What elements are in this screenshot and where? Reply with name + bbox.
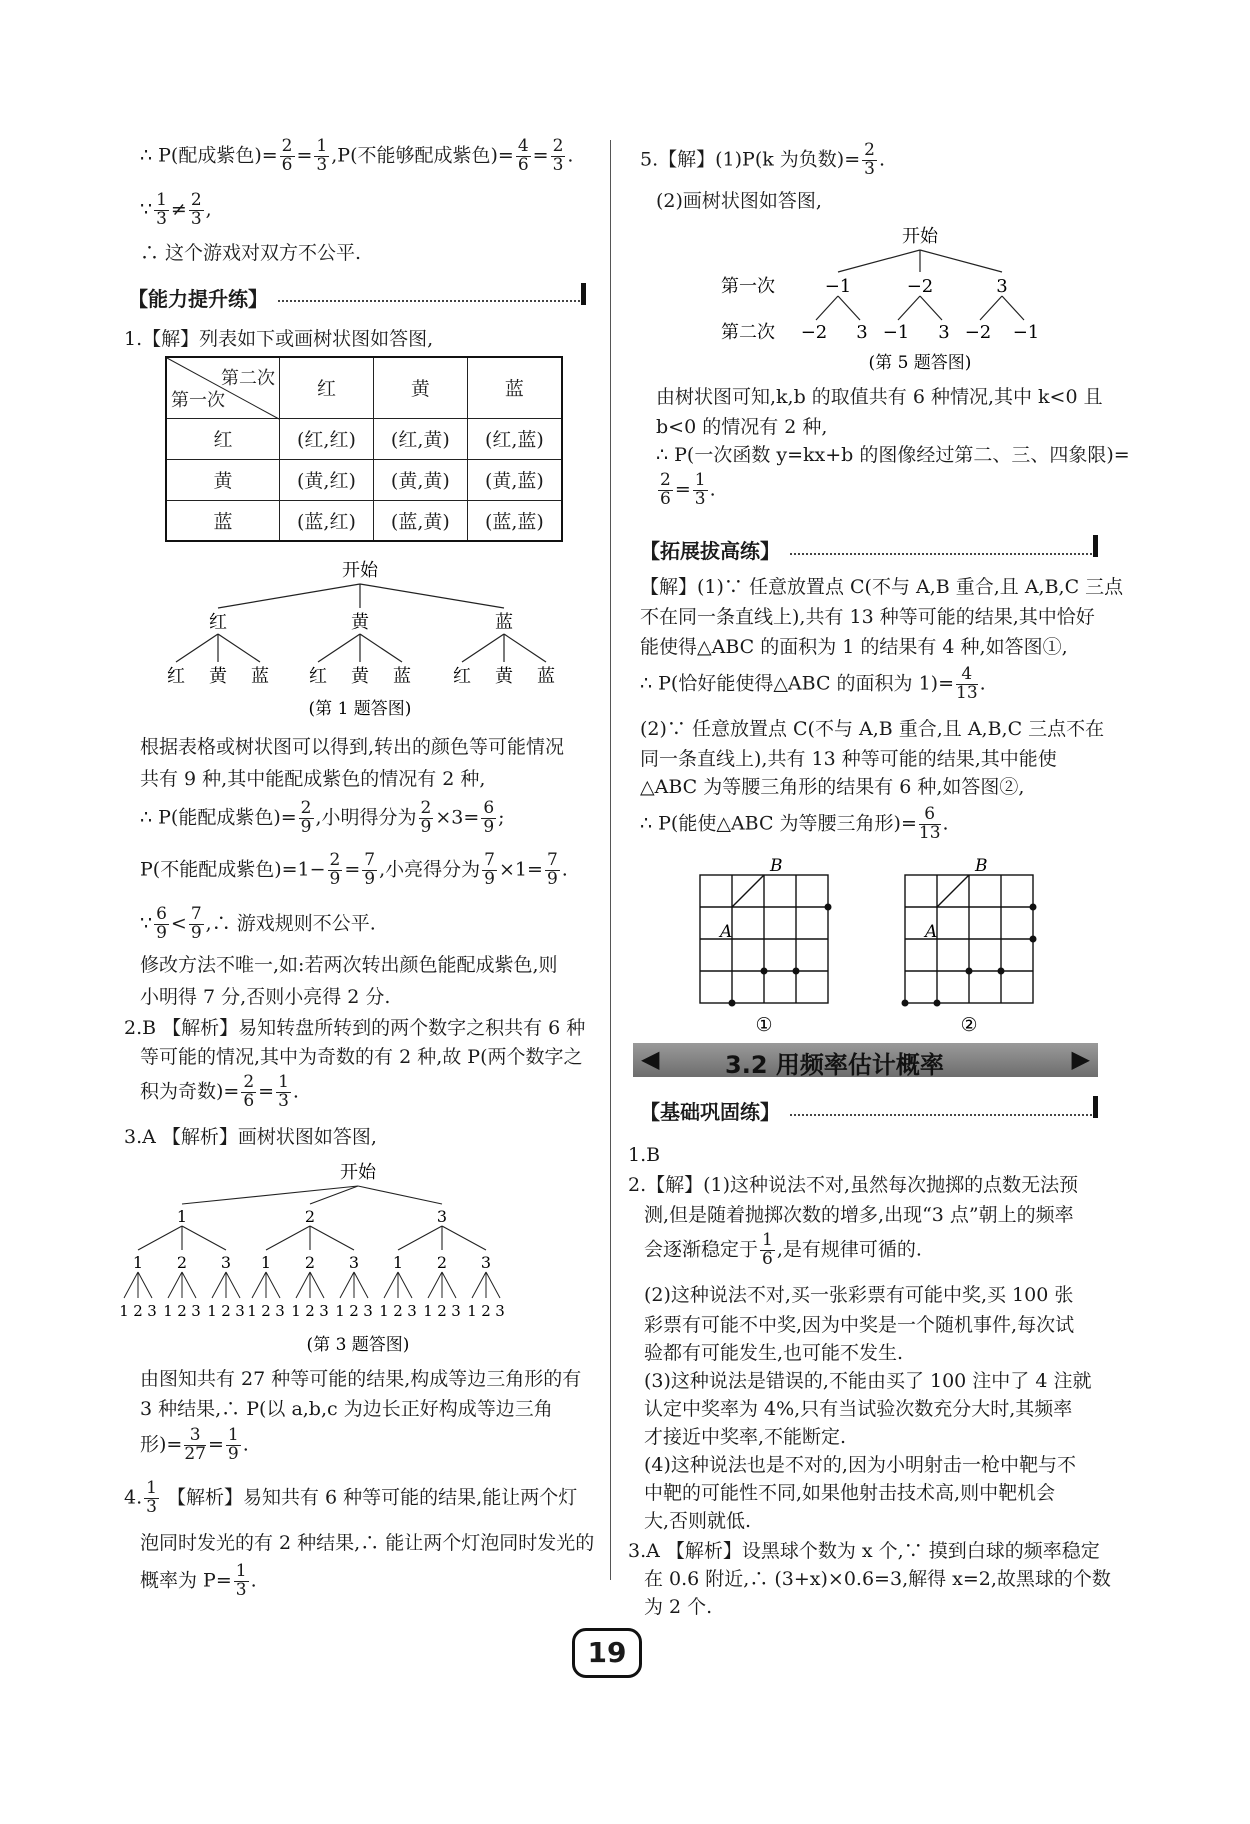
tree-leaf: 红 (309, 666, 327, 687)
row-head: 蓝 (166, 500, 280, 541)
tree-node: 1 (132, 1253, 144, 1272)
table-cell: (红,蓝) (467, 418, 562, 459)
tree-leaf: −2 (964, 322, 992, 343)
col-head: 蓝 (467, 357, 562, 418)
tree-leaf: 1 (247, 1302, 257, 1320)
grid-caption-2: ② (960, 1014, 978, 1036)
text-line: ∴ P(一次函数 y=kx+b 的图像经过第二、三、四象限)= (656, 444, 1130, 466)
tree-row-label: 第一次 (721, 276, 775, 297)
point-a-label: A (925, 922, 938, 942)
table-row (166, 459, 562, 500)
tree-leaf: −2 (800, 322, 828, 343)
text-line: 为 2 个. (644, 1596, 713, 1618)
text-line: 测,但是随着抛掷次数的增多,出现“3 点”朝上的频率 (644, 1204, 1074, 1226)
grid-figures (690, 855, 1090, 1035)
text-line: (2)∵ 任意放置点 C(不与 A,B 重合,且 A,B,C 三点不在 (640, 718, 1105, 740)
section-bar-2 (1093, 535, 1098, 557)
text-line: 中靶的可能性不同,如果他射击技术高,则中靶机会 (644, 1482, 1056, 1504)
tree-leaf: 2 (261, 1302, 271, 1320)
tree-leaf: 黄 (351, 666, 369, 687)
tree-caption-q3: (第 3 题答图) (306, 1335, 410, 1355)
tree-leaf: 2 (437, 1302, 447, 1320)
q1-table (165, 356, 563, 542)
b2-text: 2.【解】(1)这种说法不对,虽然每次抛掷的点数无法预 (628, 1174, 1079, 1196)
text-line: (4)这种说法也是不对的,因为小明射击一枪中靶与不 (644, 1454, 1076, 1476)
tree-row-label: 第二次 (721, 322, 775, 343)
text-line: 才接近中奖率,不能断定. (644, 1426, 847, 1448)
tree-node: 3 (480, 1253, 492, 1272)
text-line: 在 0.6 附近,∴ (3+x)×0.6=3,解得 x=2,故黑球的个数 (644, 1568, 1111, 1590)
tree-leaf: 黄 (495, 666, 513, 687)
grid-caption-1: ① (755, 1014, 773, 1036)
tree-leaf: 3 (147, 1302, 157, 1320)
tree-leaf: 红 (167, 666, 185, 687)
column-divider (610, 140, 611, 1580)
tree-node: −1 (824, 276, 852, 297)
tree-node: 黄 (351, 612, 369, 633)
tree-node: 红 (209, 612, 227, 633)
tree-diagram-q1 (160, 556, 580, 726)
text-line: 概率为 P= $\frac{1}{3}$ . (140, 1561, 257, 1600)
tree-leaf: 3 (275, 1302, 285, 1320)
tree-root: 开始 (902, 226, 938, 247)
tree-node: 3 (996, 276, 1008, 297)
left-line-2: ∵ $\frac{1}{3}$ ≠ $\frac{2}{3}$ , (140, 190, 212, 229)
q5-text: 5.【解】(1)P(k 为负数)= $\frac{2}{3}$ . (640, 140, 885, 179)
text-line: 根据表格或树状图可以得到,转出的颜色等可能情况 (140, 736, 565, 758)
left-line-3: ∴ 这个游戏对双方不公平. (140, 242, 362, 264)
section-bar-3 (1093, 1096, 1098, 1118)
tree-leaf: 3 (407, 1302, 417, 1320)
col-head: 黄 (373, 357, 467, 418)
tree-leaf: −1 (1012, 322, 1040, 343)
point-b-label: B (975, 856, 988, 876)
text-line: (2)这种说法不对,买一张彩票有可能中奖,买 100 张 (644, 1284, 1074, 1306)
page-number: 19 (572, 1628, 642, 1678)
tree-node: 3 (348, 1253, 360, 1272)
tree-root: 开始 (340, 1162, 376, 1183)
text-line: 修改方法不唯一,如:若两次转出颜色能配成紫色,则 (140, 954, 558, 976)
table-cell: (红,黄) (373, 418, 467, 459)
text-line: 小明得 7 分,否则小亮得 2 分. (140, 986, 391, 1008)
banner-title: 3.2 用频率估计概率 (725, 1051, 944, 1079)
q4-text: 4. $\frac{1}{3}$ 【解析】易知共有 6 种等可能的结果,能让两个灯 (124, 1478, 578, 1517)
tree-leaf: 3 (319, 1302, 329, 1320)
table-cell: (蓝,红) (280, 500, 374, 541)
text-line: 共有 9 种,其中能配成紫色的情况有 2 种, (140, 768, 486, 790)
text-line: △ABC 为等腰三角形的结果有 6 种,如答图②, (640, 776, 1025, 798)
text-line: 不在同一条直线上),共有 13 种等可能的结果,其中恰好 (640, 606, 1095, 628)
text-line: 会逐渐稳定于 $\frac{1}{6}$ ,是有规律可循的. (644, 1230, 922, 1269)
tree-leaf: 1 (163, 1302, 173, 1320)
section-bar-1 (581, 283, 586, 305)
text-line: ∵ $\frac{6}{9}$ < $\frac{7}{9}$ ,∴ 游戏规则不公平. (140, 904, 376, 943)
row-head: 红 (166, 418, 280, 459)
section-banner (633, 1043, 1098, 1077)
b3-text: 3.A 【解析】设黑球个数为 x 个,∵ 摸到白球的频率稳定 (628, 1540, 1100, 1562)
text-line: 3 种结果,∴ P(以 a,b,c 为边长正好构成等边三角 (140, 1398, 553, 1420)
table-cell: (黄,黄) (373, 459, 467, 500)
tree-leaf: −1 (882, 322, 910, 343)
tree-leaf: 3 (191, 1302, 201, 1320)
tree-leaf: 1 (335, 1302, 345, 1320)
tree-node: 3 (220, 1253, 232, 1272)
tree-leaf: 1 (379, 1302, 389, 1320)
tree-node: 2 (304, 1253, 316, 1272)
tree-leaf: 1 (423, 1302, 433, 1320)
row-head: 黄 (166, 459, 280, 500)
col-head: 红 (280, 357, 374, 418)
text-line: 同一条直线上),共有 13 种等可能的结果,其中能使 (640, 748, 1057, 770)
tree-leaf: 2 (221, 1302, 231, 1320)
text-line: P(不能配成紫色)=1− $\frac{2}{9}$ = $\frac{7}{9}$ ,小亮得分为 $\frac{7}{9}$ ×1= $\frac{7}{9}$ . (140, 850, 568, 889)
text-line: ∴ P(能使△ABC 为等腰三角形)= $\frac{6}{13}$ . (640, 804, 949, 843)
text-line: 【解】(1)∵ 任意放置点 C(不与 A,B 重合,且 A,B,C 三点 (640, 576, 1124, 598)
tree-leaf: 蓝 (393, 666, 411, 687)
tree-node: −2 (906, 276, 934, 297)
text-line: 大,否则就低. (644, 1510, 752, 1532)
tree-leaf: 红 (453, 666, 471, 687)
text-line: 积为奇数)= $\frac{2}{6}$ = $\frac{1}{3}$ . (140, 1072, 299, 1111)
table-cell: (红,红) (280, 418, 374, 459)
corner-top-label: 第二次 (221, 368, 275, 389)
tree-caption-q5: (第 5 题答图) (868, 353, 972, 373)
tree-node: 2 (176, 1253, 188, 1272)
tree-node: 2 (436, 1253, 448, 1272)
point-a-label: A (720, 922, 733, 942)
tree-node: 蓝 (495, 612, 513, 633)
tree-node: 1 (176, 1207, 188, 1226)
tree-leaf: 2 (481, 1302, 491, 1320)
text-line: 认定中奖率为 4%,只有当试验次数充分大时,其频率 (644, 1398, 1073, 1420)
text-line: 形)= $\frac{3}{27}$ = $\frac{1}{9}$ . (140, 1425, 249, 1464)
tree-leaf: 3 (856, 322, 868, 343)
section-header-ability: 【能力提升练】 (128, 287, 268, 311)
table-row (166, 500, 562, 541)
tree-leaf: 3 (451, 1302, 461, 1320)
text-line: 由图知共有 27 种等可能的结果,构成等边三角形的有 (140, 1368, 582, 1390)
tree-node: 1 (260, 1253, 272, 1272)
section-dots-1 (278, 300, 580, 302)
tree-leaf: 1 (119, 1302, 129, 1320)
tree-diagram-q5 (720, 224, 1080, 374)
text-line: (3)这种说法是错误的,不能由买了 100 注中了 4 注就 (644, 1370, 1092, 1392)
tree-leaf: 1 (207, 1302, 217, 1320)
tree-leaf: 黄 (209, 666, 227, 687)
table-row (166, 418, 562, 459)
text-line: 泡同时发光的有 2 种结果,∴ 能让两个灯泡同时发光的 (140, 1532, 595, 1554)
tree-leaf: 3 (363, 1302, 373, 1320)
tree-leaf: 3 (495, 1302, 505, 1320)
tree-leaf: 3 (235, 1302, 245, 1320)
text-line: ∴ P(恰好能使得△ABC 的面积为 1)= $\frac{4}{13}$ . (640, 664, 986, 703)
tree-node: 2 (304, 1207, 316, 1226)
tree-leaf: 1 (467, 1302, 477, 1320)
tree-leaf: 3 (938, 322, 950, 343)
text-line: 由树状图可知,k,b 的取值共有 6 种情况,其中 k<0 且 (656, 386, 1103, 408)
tree-leaf: 2 (177, 1302, 187, 1320)
tree-leaf: 2 (133, 1302, 143, 1320)
text-line: 彩票有可能不中奖,因为中奖是一个随机事件,每次试 (644, 1314, 1075, 1336)
section-header-basic: 【基础巩固练】 (640, 1100, 780, 1124)
section-header-extend: 【拓展拔高练】 (640, 539, 780, 563)
tree-leaf: 2 (349, 1302, 359, 1320)
tree-root: 开始 (342, 560, 378, 581)
tree-leaf: 蓝 (537, 666, 555, 687)
q1-text: 1.【解】列表如下或画树状图如答图, (124, 328, 434, 350)
tree-diagram-q3 (119, 1158, 586, 1358)
tree-leaf: 蓝 (251, 666, 269, 687)
text-line: ∴ P(能配成紫色)= $\frac{2}{9}$ ,小明得分为 $\frac{2}{9}$ ×3= $\frac{6}{9}$ ; (140, 798, 505, 837)
text-line: (2)画树状图如答图, (656, 190, 822, 212)
triangle-left-icon: ◀ (641, 1045, 660, 1073)
table-corner-cell (166, 357, 280, 418)
q2-text: 2.B 【解析】易知转盘所转到的两个数字之积共有 6 种 (124, 1017, 586, 1039)
tree-node: 1 (392, 1253, 404, 1272)
table-cell: (蓝,黄) (373, 500, 467, 541)
q3-text: 3.A 【解析】画树状图如答图, (124, 1126, 377, 1148)
tree-leaf: 2 (305, 1302, 315, 1320)
tree-caption-q1: (第 1 题答图) (308, 699, 412, 719)
text-line: 等可能的情况,其中为奇数的有 2 种,故 P(两个数字之 (140, 1046, 583, 1068)
b1-text: 1.B (628, 1144, 661, 1166)
text-line: 能使得△ABC 的面积为 1 的结果有 4 种,如答图①, (640, 636, 1068, 658)
section-dots-3 (790, 1114, 1092, 1116)
corner-bottom-label: 第一次 (171, 389, 225, 411)
section-dots-2 (790, 553, 1092, 555)
text-line: $\frac{2}{6}$ = $\frac{1}{3}$ . (660, 470, 716, 509)
table-cell: (黄,红) (280, 459, 374, 500)
tree-node: 3 (436, 1207, 448, 1226)
tree-leaf: 2 (393, 1302, 403, 1320)
point-b-label: B (770, 856, 783, 876)
text-line: b<0 的情况有 2 种, (656, 416, 828, 438)
table-cell: (黄,蓝) (467, 459, 562, 500)
left-line-1: ∴ P(配成紫色)= $\frac{2}{6}$ = $\frac{1}{3}$ ,P(不能够配成紫色)= $\frac{4}{6}$ = $\frac{2}{3}$ . (140, 136, 574, 175)
tree-leaf: 1 (291, 1302, 301, 1320)
triangle-right-icon: ▶ (1071, 1045, 1090, 1073)
table-cell: (蓝,蓝) (467, 500, 562, 541)
text-line: 验都有可能发生,也可能不发生. (644, 1342, 904, 1364)
